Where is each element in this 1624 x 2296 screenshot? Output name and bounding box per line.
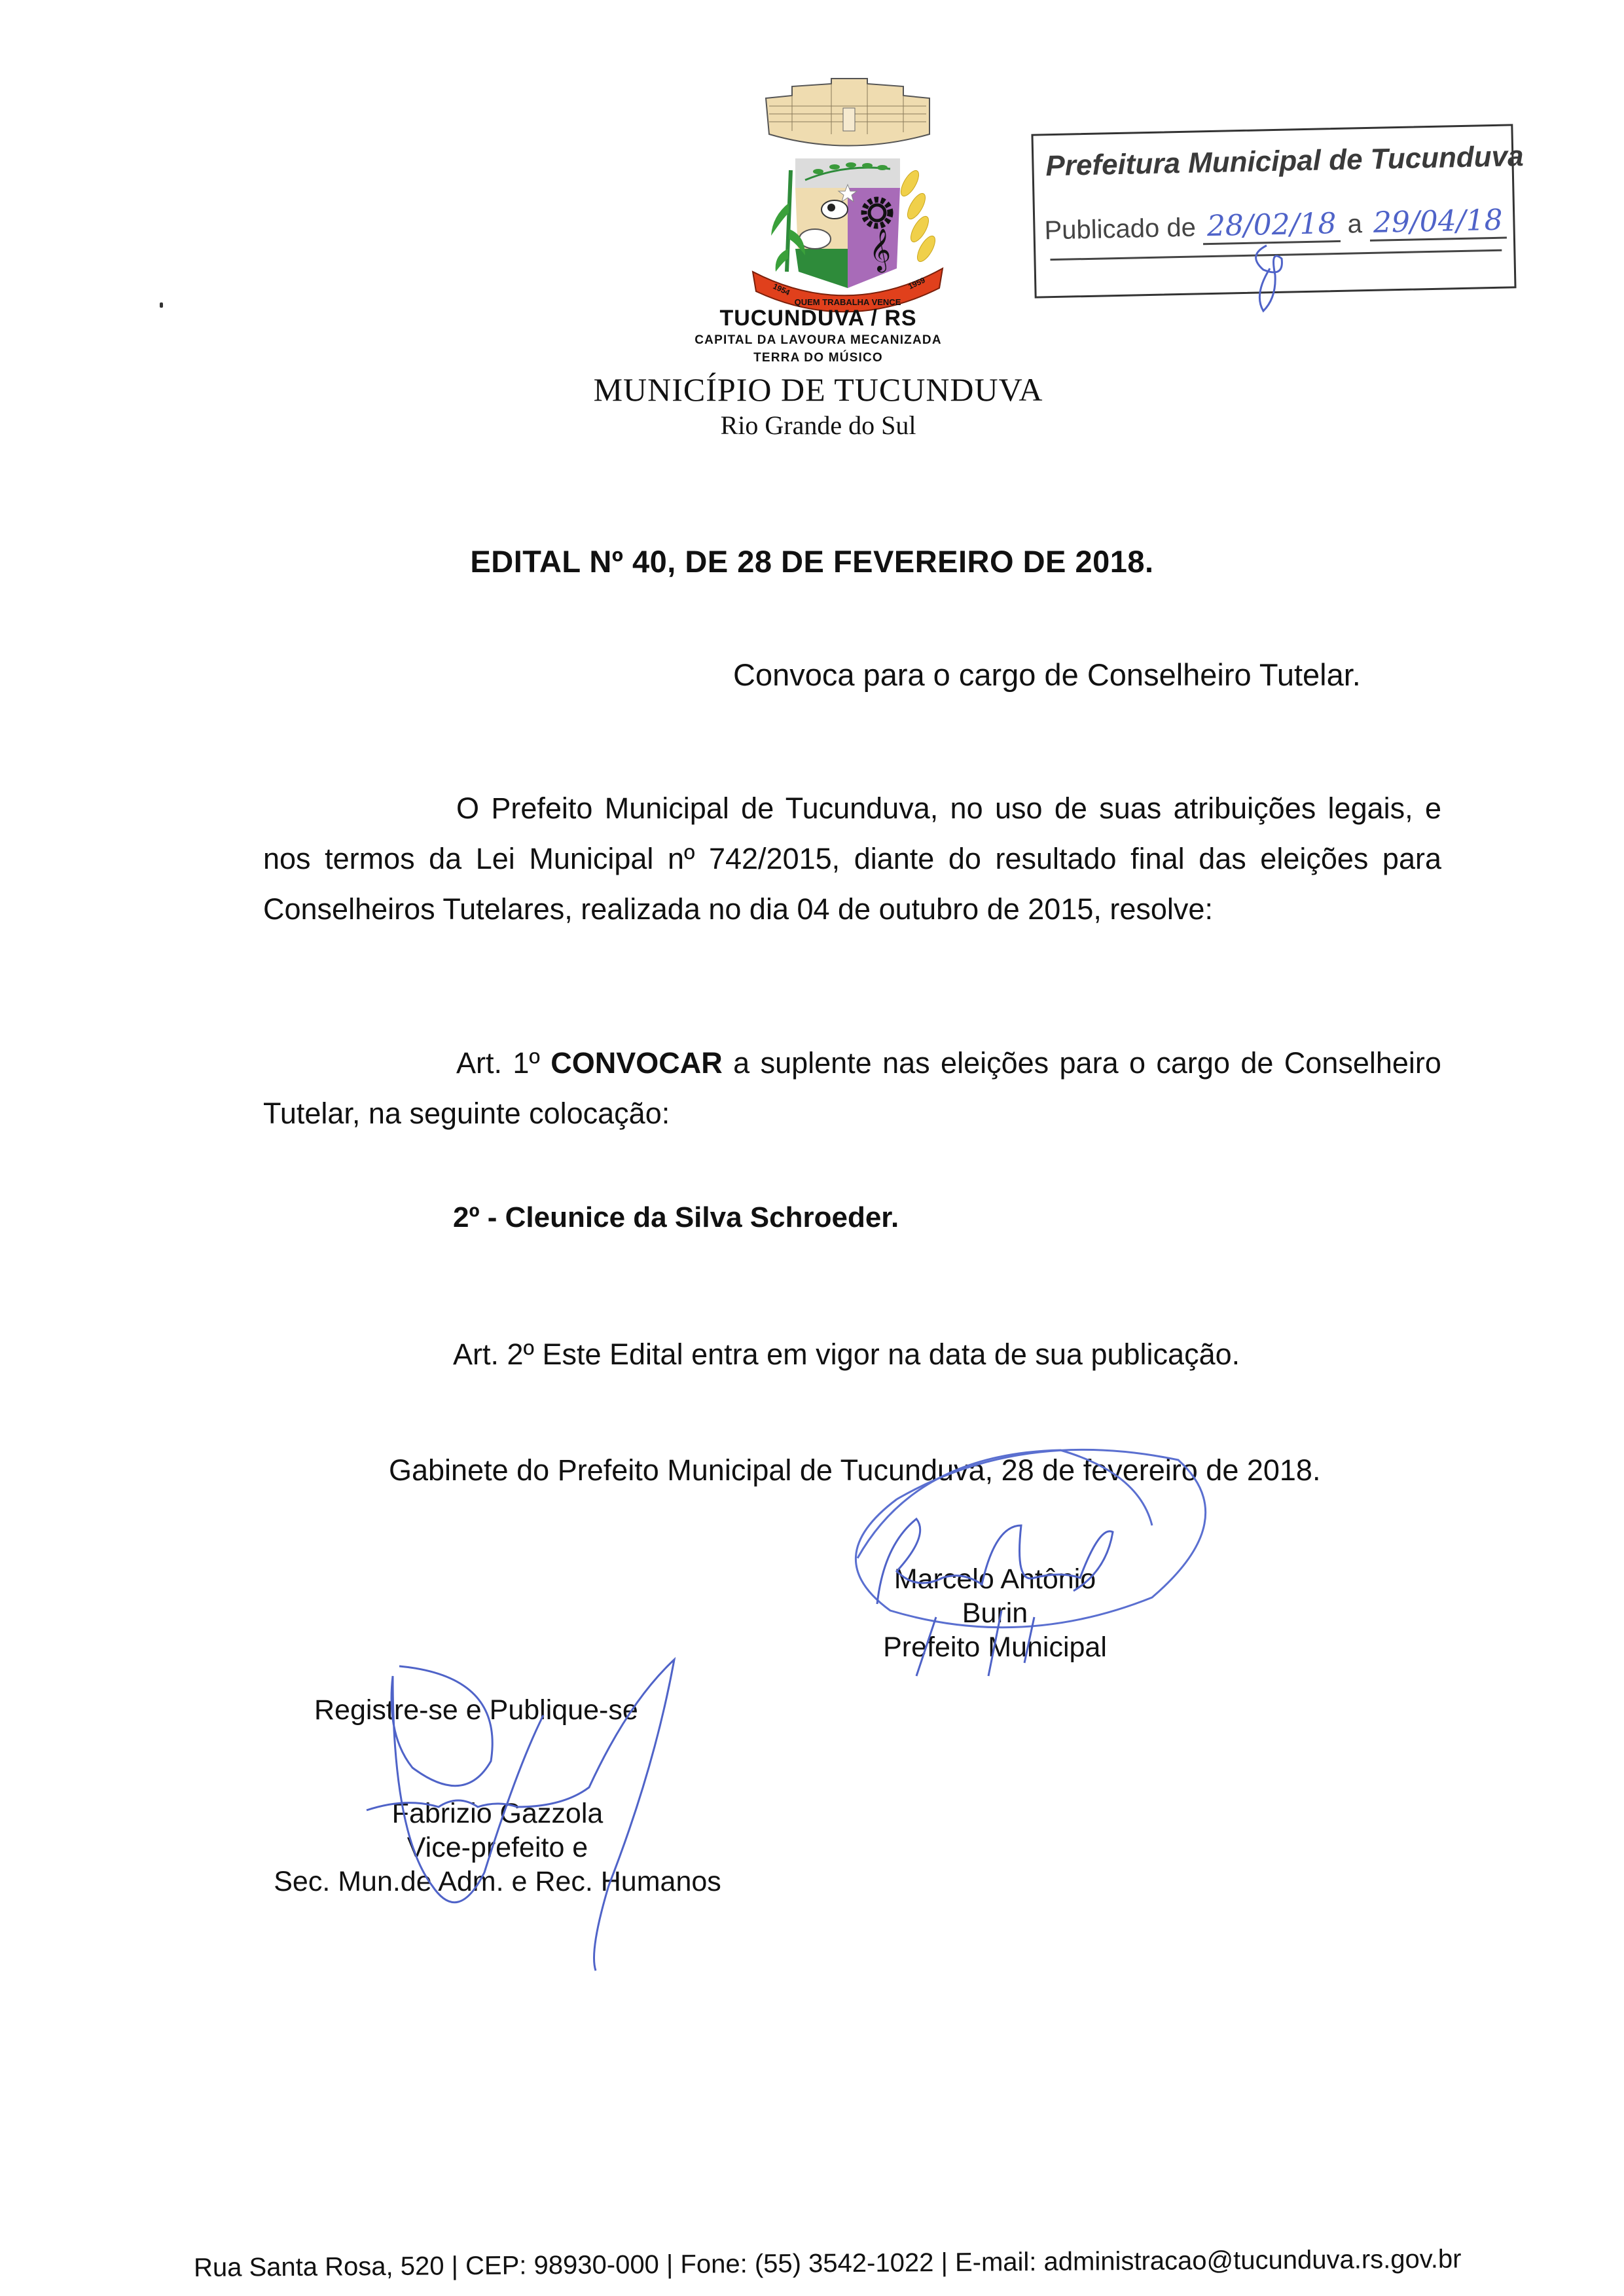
article-1-paragraph <box>263 1038 1441 1139</box>
article-1-text: a suplente nas eleições para o cargo de Conselheiro Tutelar, na seguinte colocação: <box>263 1046 1441 1130</box>
article-1-prefix: Art. 1º <box>456 1046 540 1080</box>
crest-year-end: 1959 <box>907 275 927 291</box>
crest-year-start: 1954 <box>771 282 791 298</box>
stamp-title: Prefeitura Municipal de Tucunduva <box>1045 139 1525 183</box>
vice-mayor-signature-block <box>262 1796 733 1899</box>
slogan-line-1: CAPITAL DA LAVOURA MECANIZADA <box>695 333 942 347</box>
stamp-published-row <box>1044 204 1507 247</box>
vice-mayor-title-2: Sec. Mun.de Adm. e Rec. Humanos <box>274 1866 721 1897</box>
coat-of-arms-logo <box>713 72 988 314</box>
mayor-title: Prefeito Municipal <box>883 1631 1107 1663</box>
stamp-separator: a <box>1347 210 1363 239</box>
document-subject: Convoca para o cargo de Conselheiro Tutelar. <box>733 657 1361 692</box>
svg-text:𝄞: 𝄞 <box>869 228 892 271</box>
article-2: Art. 2º Este Edital entra em vigor na data de sua publicação. <box>453 1338 1240 1371</box>
slogan-line-2: TERRA DO MÚSICO <box>753 351 883 365</box>
preamble-text: O Prefeito Municipal de Tucunduva, no uso de suas atribuições legais, e nos termos da Lei Municipal nº 742/2015, diante do resultado final das eleições para Conselheiros Tutelares, realizada no dia 04 de outubro de 2015, resolve: <box>263 792 1441 926</box>
preamble-paragraph <box>263 783 1441 934</box>
mayor-name: Marcelo Antônio Burin <box>893 1563 1096 1629</box>
place-and-date: Gabinete do Prefeito Municipal de Tucunduva, 28 de fevereiro de 2018. <box>389 1453 1321 1487</box>
scan-speck <box>160 302 163 308</box>
handwritten-from-date: 28/02/18 <box>1202 207 1341 245</box>
vice-mayor-name: Fabrizio Gazzola <box>391 1798 604 1829</box>
register-publish-note: Registre-se e Publique-se <box>314 1694 638 1726</box>
handwritten-to-date: 29/04/18 <box>1369 204 1507 242</box>
vice-mayor-title-1: Vice-prefeito e <box>406 1832 588 1863</box>
stamp-published-label: Publicado de <box>1044 213 1197 246</box>
article-1-emphasis: CONVOCAR <box>550 1046 723 1080</box>
state-name: Rio Grande do Sul <box>720 410 916 440</box>
crest-motto: QUEM TRABALHA VENCE <box>794 297 901 307</box>
municipality-name: MUNICÍPIO DE TUCUNDUVA <box>593 371 1043 408</box>
document-title: EDITAL Nº 40, DE 28 DE FEVEREIRO DE 2018. <box>470 544 1154 579</box>
coat-of-arms-graphic <box>713 72 988 314</box>
city-state-line: TUCUNDUVA / RS <box>719 306 917 331</box>
mayor-signature-block <box>857 1562 1132 1664</box>
footer-address: Rua Santa Rosa, 520 | CEP: 98930-000 | Fone: (55) 3542-1022 | E-mail: administracao@tucunduva.rs.gov.br <box>193 2244 1462 2282</box>
appointee-name: 2º - Cleunice da Silva Schroeder. <box>453 1201 899 1233</box>
stamp-signature-line <box>1050 249 1502 261</box>
publication-stamp <box>1031 124 1525 298</box>
